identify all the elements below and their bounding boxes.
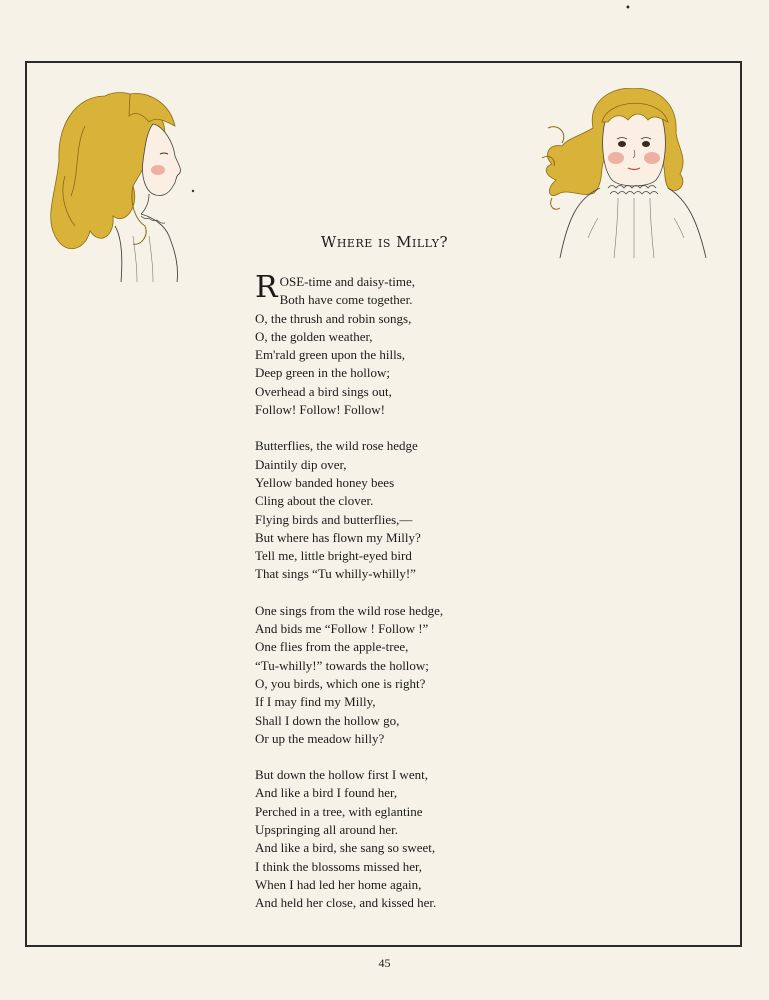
poem-title: Where is Milly? bbox=[320, 233, 449, 251]
poem-line: “Tu-whilly!” towards the hollow; bbox=[255, 657, 429, 673]
poem-line: Shall I down the hollow go, bbox=[255, 712, 400, 728]
poem-line: O, the golden weather, bbox=[255, 328, 373, 344]
stanza-3 bbox=[255, 602, 575, 748]
poem-line: Em'rald green upon the hills, bbox=[255, 347, 406, 363]
girl-profile-illustration bbox=[45, 86, 210, 282]
poem-line: But down the hollow first I went, bbox=[255, 767, 428, 783]
page-number: 45 bbox=[378, 956, 391, 970]
poem-line: Flying birds and butterflies,— bbox=[255, 511, 413, 527]
poem-line: But where has flown my Milly? bbox=[255, 529, 421, 545]
poem-line: O, you birds, which one is right? bbox=[255, 675, 426, 691]
poem-line: Upspringing all around her. bbox=[255, 822, 398, 838]
stanza-1 bbox=[255, 270, 575, 419]
poem-line: OSE-time and daisy-time, bbox=[279, 274, 415, 289]
poem-line: Butterflies, the wild rose hedge bbox=[255, 438, 418, 454]
poem-line: When I had led her home again, bbox=[255, 876, 422, 892]
corner-ornament: • bbox=[625, 3, 631, 14]
poem-line: Yellow banded honey bees bbox=[255, 474, 395, 490]
poem-body bbox=[255, 270, 575, 931]
poem-line: O, the thrush and robin songs, bbox=[255, 310, 412, 326]
poem-line: One sings from the wild rose hedge, bbox=[255, 602, 444, 618]
poem-line: Deep green in the hollow; bbox=[255, 365, 391, 381]
poem-line: Tell me, little bright-eyed bird bbox=[255, 548, 412, 564]
poem-line: And like a bird I found her, bbox=[255, 785, 398, 801]
poem-line: I think the blossoms missed her, bbox=[255, 858, 423, 874]
poem-line: Cling about the clover. bbox=[255, 493, 374, 509]
poem-line: And like a bird, she sang so sweet, bbox=[255, 840, 436, 856]
poem-line: Daintily dip over, bbox=[255, 456, 347, 472]
poem-line: Perched in a tree, with eglantine bbox=[255, 803, 423, 819]
poem-line: Follow! Follow! Follow! bbox=[255, 402, 386, 418]
drop-cap: R bbox=[255, 270, 278, 305]
poem-line: Or up the meadow hilly? bbox=[255, 730, 385, 746]
poem-line: And held her close, and kissed her. bbox=[255, 895, 437, 911]
stanza-2 bbox=[255, 437, 575, 583]
poem-line: If I may find my Milly, bbox=[255, 694, 376, 710]
poem-line: And bids me “Follow ! Follow !” bbox=[255, 621, 429, 637]
poem-line: One flies from the apple-tree, bbox=[255, 639, 409, 655]
poem-line: Overhead a bird sings out, bbox=[255, 383, 392, 399]
stanza-4 bbox=[255, 766, 575, 912]
poem-line: Both have come together. bbox=[279, 292, 413, 308]
poem-line: That sings “Tu whilly-whilly!” bbox=[255, 566, 416, 582]
